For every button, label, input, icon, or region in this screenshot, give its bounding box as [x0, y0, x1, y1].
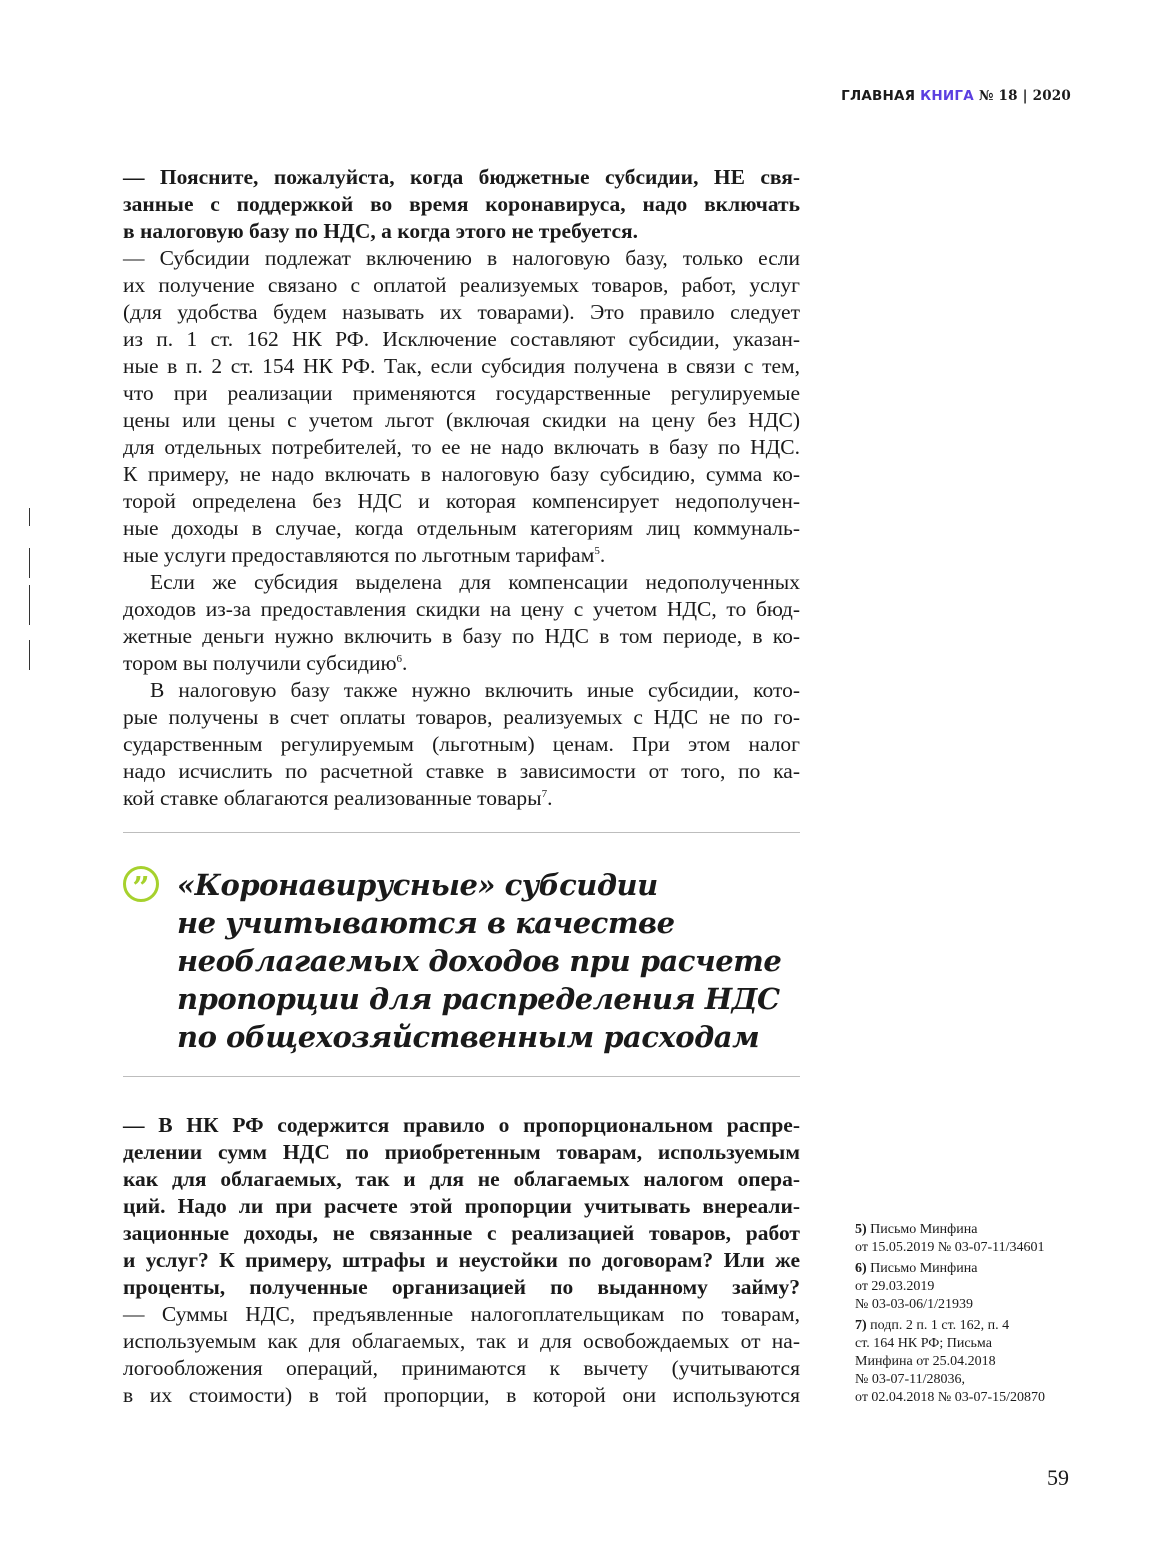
text-line [123, 1355, 800, 1382]
footnote-line [855, 1296, 1045, 1314]
footnote-text: от 02.04.2018 № 03-07-15/20870 [855, 1390, 1046, 1405]
text-line [123, 1166, 800, 1193]
running-header [841, 88, 1071, 104]
line-text: занные с поддержкой во время коронавируса, надо включать [123, 192, 800, 216]
text-line [123, 434, 800, 461]
line-text: — Субсидии подлежат включению в налоговую базу, только если [123, 246, 800, 270]
footnote-ref[interactable]: 7 [541, 787, 548, 800]
line-text: ные в п. 2 ст. 154 НК РФ. Так, если субсидия получена в связи с тем, [123, 354, 800, 378]
text-line [123, 1247, 800, 1274]
line-text: ные доходы в случае, когда отдельным категориям лиц коммуналь- [123, 516, 800, 540]
text-line [123, 704, 800, 731]
text-line [123, 299, 800, 326]
text-line [123, 542, 800, 569]
quote-line: «Коронавирусные» субсидии [177, 868, 658, 902]
text-line [123, 191, 800, 218]
footnote-item [855, 1221, 1045, 1257]
punctuation: . [402, 651, 408, 675]
footnote-text: Минфина от 25.04.2018 [855, 1354, 996, 1369]
line-text: В налоговую базу также нужно включить иные субсидии, кото- [150, 678, 800, 702]
footnote-line [855, 1278, 1045, 1296]
line-text: для отдельных потребителей, то ее не надо включать в базу по НДС. [123, 435, 800, 459]
footnote-text: Письмо Минфина [870, 1261, 978, 1276]
line-text: цены или цены с учетом льгот (включая скидки на цену без НДС) [123, 408, 800, 432]
text-line [123, 1112, 800, 1139]
line-text: ций. Надо ли при расчете этой пропорции учитывать внереали- [123, 1194, 800, 1218]
brand-main: ГЛАВНАЯ [841, 88, 916, 104]
text-line [123, 1193, 800, 1220]
line-text: проценты, полученные организацией по выданному займу? [123, 1275, 800, 1299]
quote-icon: ” [123, 866, 159, 902]
footnote-line [855, 1317, 1045, 1335]
footnote-text: от 29.03.2019 [855, 1279, 935, 1294]
line-text: кой ставке облагаются реализованные товары [123, 786, 542, 810]
text-line [123, 623, 800, 650]
text-line [123, 1301, 800, 1328]
line-text: как для облагаемых, так и для не облагаемых налогом опера- [123, 1167, 800, 1191]
divider [123, 1076, 800, 1077]
quote-line: не учитываются в качестве [177, 906, 675, 940]
margin-mark [29, 508, 30, 526]
line-text: надо исчислить по расчетной ставке в зависимости от того, по ка- [123, 759, 800, 783]
line-text: и услуг? К примеру, штрафы и неустойки по договорам? Или же [123, 1248, 800, 1272]
footnote-item [855, 1317, 1045, 1407]
line-text: используемым как для облагаемых, так и для освобождаемых от на- [123, 1329, 800, 1353]
text-line [123, 380, 800, 407]
text-line [123, 650, 800, 677]
text-line [123, 1328, 800, 1355]
text-line [123, 1274, 800, 1301]
text-line [123, 326, 800, 353]
line-text: (для удобства будем называть их товарами). Это правило следует [123, 300, 800, 324]
line-text: зационные доходы, не связанные с реализацией товаров, работ [123, 1221, 800, 1245]
footnote-text: ст. 164 НК РФ; Письма [855, 1336, 992, 1351]
line-text: из п. 1 ст. 162 НК РФ. Исключение составляют субсидии, указан- [123, 327, 800, 351]
text-line [123, 1220, 800, 1247]
text-line [123, 407, 800, 434]
footnote-text: № 03-03-06/1/21939 [855, 1297, 973, 1312]
margin-mark [29, 548, 30, 578]
footnote-text: Письмо Минфина [870, 1222, 978, 1237]
line-text: тором вы получили субсидию [123, 651, 397, 675]
footnote-text: подп. 2 п. 1 ст. 162, п. 4 [870, 1318, 1010, 1333]
margin-mark [29, 585, 30, 625]
footnotes [855, 1221, 1045, 1410]
line-text: — В НК РФ содержится правило о пропорциональном распре- [123, 1113, 800, 1137]
text-line [123, 596, 800, 623]
text-line [123, 164, 800, 191]
footnote-line [855, 1239, 1045, 1257]
line-text: — Поясните, пожалуйста, когда бюджетные субсидии, НЕ свя- [123, 165, 800, 189]
footnote-line [855, 1389, 1045, 1407]
line-text: в их стоимости) в той пропорции, в которой они используются [123, 1383, 800, 1407]
text-line [123, 758, 800, 785]
article-section-2 [123, 1112, 800, 1409]
line-text: сударственным регулируемым (льготным) ценам. При этом налог [123, 732, 800, 756]
pull-quote [177, 866, 781, 1056]
text-line [123, 272, 800, 299]
line-text: — Суммы НДС, предъявленные налогоплательщикам по товарам, [123, 1302, 800, 1326]
text-line [123, 515, 800, 542]
line-text: логообложения операций, принимаются к вычету (учитываются [123, 1356, 800, 1380]
page-number: 59 [1047, 1465, 1069, 1490]
footnote-line [855, 1353, 1045, 1371]
text-line [123, 353, 800, 380]
line-text: ные услуги предоставляются по льготным тарифам [123, 543, 595, 567]
line-text: Если же субсидия выделена для компенсации недополученных [150, 570, 800, 594]
footnote-text: № 03-07-11/28036, [855, 1372, 966, 1387]
line-text: К примеру, не надо включать в налоговую базу субсидию, сумма ко- [123, 462, 800, 486]
footnote-text: от 15.05.2019 № 03-07-11/34601 [855, 1240, 1045, 1255]
text-line [123, 731, 800, 758]
text-line [123, 569, 800, 596]
quote-line: по общехозяйственным расходам [177, 1020, 760, 1054]
line-text: делении сумм НДС по приобретенным товарам, используемым [123, 1140, 800, 1164]
footnote-number: 6) [855, 1261, 867, 1276]
quote-line: пропорции для распределения НДС [177, 982, 780, 1016]
footnote-line [855, 1335, 1045, 1353]
divider [123, 832, 800, 833]
issue-number: № 18 | 2020 [978, 88, 1071, 104]
text-line [123, 461, 800, 488]
footnote-number: 7) [855, 1318, 867, 1333]
text-line [123, 785, 800, 812]
margin-mark [29, 640, 30, 670]
line-text: жетные деньги нужно включить в базу по НДС в том периоде, в ко- [123, 624, 800, 648]
line-text: доходов из-за предоставления скидки на цену с учетом НДС, то бюд- [123, 597, 800, 621]
line-text: торой определена без НДС и которая компенсирует недополучен- [123, 489, 800, 513]
line-text: в налоговую базу по НДС, а когда этого не требуется. [123, 219, 639, 243]
text-line [123, 488, 800, 515]
footnote-line [855, 1260, 1045, 1278]
footnote-ref[interactable]: 5 [594, 544, 600, 557]
footnote-ref[interactable]: 6 [396, 652, 403, 665]
line-text: рые получены в счет оплаты товаров, реализуемых с НДС не по го- [123, 705, 800, 729]
text-line [123, 218, 800, 245]
text-line [123, 677, 800, 704]
footnote-number: 5) [855, 1222, 867, 1237]
text-line [123, 245, 800, 272]
quote-line: необлагаемых доходов при расчете [177, 944, 782, 978]
footnote-line [855, 1221, 1045, 1239]
article-section-1 [123, 164, 800, 812]
punctuation: . [547, 786, 553, 810]
line-text: их получение связано с оплатой реализуемых товаров, работ, услуг [123, 273, 800, 297]
footnote-item [855, 1260, 1045, 1314]
brand-accent: КНИГА [920, 88, 974, 104]
line-text: что при реализации применяются государственные регулируемые [123, 381, 800, 405]
text-line [123, 1382, 800, 1409]
punctuation: . [599, 543, 606, 567]
footnote-line [855, 1371, 1045, 1389]
text-line [123, 1139, 800, 1166]
